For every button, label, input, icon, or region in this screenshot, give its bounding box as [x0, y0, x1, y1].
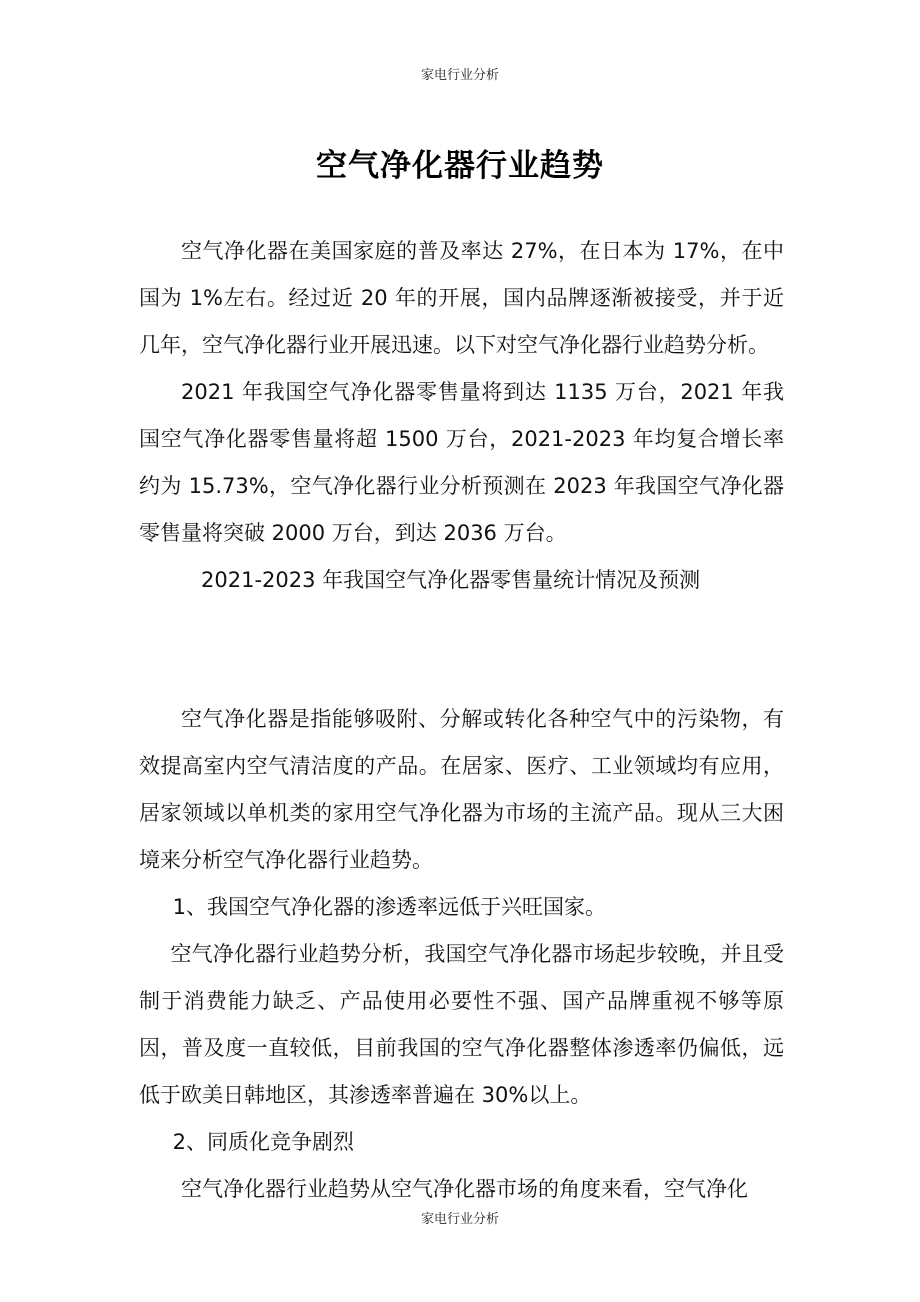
- figure-caption: 2021-2023 年我国空气净化器零售量统计情况及预测: [201, 568, 701, 592]
- section-heading-1: 1、我国空气净化器的渗透率远低于兴旺国家。: [172, 895, 606, 919]
- paragraph-competition: 空气净化器行业趋势从空气净化器市场的角度来看，空气净化: [181, 1177, 748, 1201]
- paragraph-penetration: 空气净化器行业趋势分析，我国空气净化器市场起步较晚，并且受制于消费能力缺乏、产品使用必要性不强、国产品牌重视不够等原因，普及度一直较低，目前我国的空气净化器整体渗透率仍偏低，远低于欧美日韩地区，其渗透率普遍在 30%以上。: [139, 942, 784, 1107]
- document-title: 空气净化器行业趋势: [316, 148, 604, 184]
- paragraph-intro: 空气净化器在美国家庭的普及率达 27%，在日本为 17%，在中国为 1%左右。经过近 20 年的开展，国内品牌逐渐被接受，并于近几年，空气净化器行业开展迅速。以下对空气净化器行业趋势分析。: [139, 239, 784, 357]
- page-footer: 家电行业分析: [420, 1212, 499, 1227]
- section-heading-2: 2、同质化竞争剧烈: [172, 1130, 354, 1154]
- paragraph-sales-forecast: 2021 年我国空气净化器零售量将到达 1135 万台，2021 年我国空气净化器零售量将超 1500 万台，2021-2023 年均复合增长率约为 15.73%，空气净化器行业分析预测在 2023 年我国空气净化器零售量将突破 2000 万台，到达 2036 万台。: [139, 380, 784, 545]
- page-header: 家电行业分析: [420, 68, 499, 83]
- document-body: [139, 228, 784, 1213]
- paragraph-definition: 空气净化器是指能够吸附、分解或转化各种空气中的污染物，有效提高室内空气清洁度的产品。在居家、医疗、工业领域均有应用，居家领域以单机类的家用空气净化器为市场的主流产品。现从三大困境来分析空气净化器行业趋势。: [139, 707, 784, 872]
